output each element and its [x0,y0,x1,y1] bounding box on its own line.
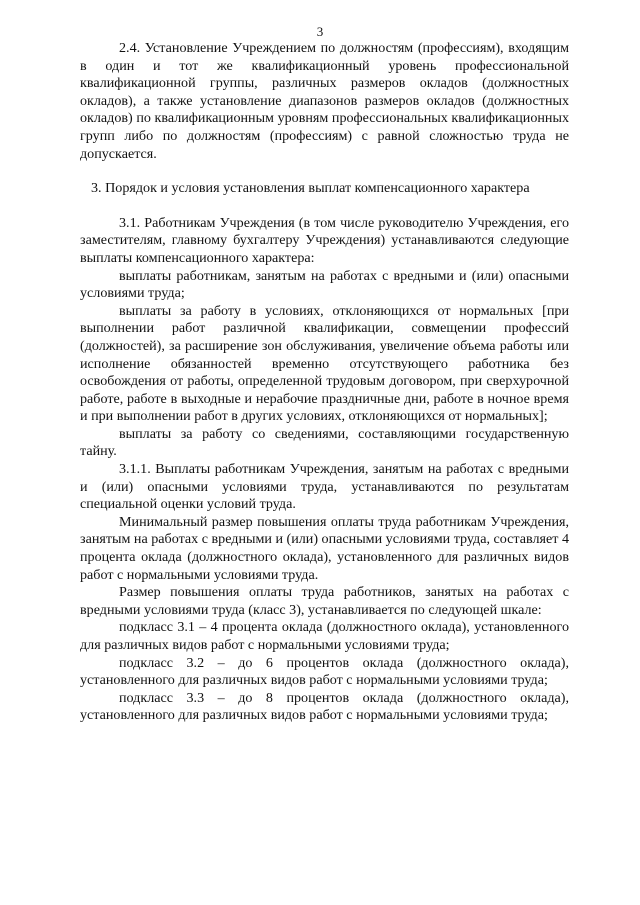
list-item-subclass-3-2: подкласс 3.2 – до 6 процентов оклада (должностного оклада), установленного для различных видов работ с нормальными условиями труда; [80,654,569,689]
paragraph-scale-intro: Размер повышения оплаты труда работников, занятых на работах с вредными условиями труда (класс 3), устанавливается по следующей шкале: [80,584,569,618]
section-3-heading: 3. Порядок и условия установления выплат компенсационного характера [91,180,530,197]
list-item-abnormal-conditions: выплаты за работу в условиях, отклоняющихся от нормальных [при выполнении работ различной квалификации, совмещении профессий (должностей), за расширение зон обслуживания, увеличение объема работы или исполнение обязанностей временно отсутствующего работника без освобождения от работы, определенной трудовым договором, при сверхурочной работе, работе в выходные и нерабочие праздничные дни, работе в ночное время и при выполнении работ в других условиях, отклоняющихся от нормальных]; [80,302,569,425]
list-item-subclass-3-3: подкласс 3.3 – до 8 процентов оклада (должностного оклада), установленного для различных видов работ с нормальными условиями труда; [80,689,569,724]
paragraph-clause-2-4: 2.4. Установление Учреждением по должностям (профессиям), входящим в один и тот же квалификационный уровень профессиональной квалификационной группы, различных размеров окладов (должностных окладов), а также установление диапазонов размеров окладов (должностных окладов) по квалификационным уровням профессиональных квалификационных групп либо по должностям (профессиям) с равной сложностью труда не допускается. [80,40,569,162]
paragraph-clause-3-1-1: 3.1.1. Выплаты работникам Учреждения, занятым на работах с вредными и (или) опасными условиями труда, устанавливаются по результатам специальной оценки условий труда. [80,461,569,513]
document-body [80,40,569,725]
list-item-harmful-conditions: выплаты работникам, занятым на работах с вредными и (или) опасными условиями труда; [80,267,569,302]
paragraph-minimum-increase: Минимальный размер повышения оплаты труда работникам Учреждения, занятым на работах с вредными и (или) опасными условиями труда, составляет 4 процента оклада (должностного оклада), установленного для различных видов работ с нормальными условиями труда. [80,513,569,583]
page-number: 3 [316,24,324,39]
paragraph-clause-3-1-intro: 3.1. Работникам Учреждения (в том числе руководителю Учреждения, его заместителям, главному бухгалтеру Учреждения) устанавливаются следующие выплаты компенсационного характера: [80,214,569,266]
list-item-subclass-3-1: подкласс 3.1 – 4 процента оклада (должностного оклада), установленного для различных видов работ с нормальными условиями труда; [80,619,569,653]
list-item-state-secret: выплаты за работу со сведениями, составляющими государственную тайну. [80,425,569,460]
